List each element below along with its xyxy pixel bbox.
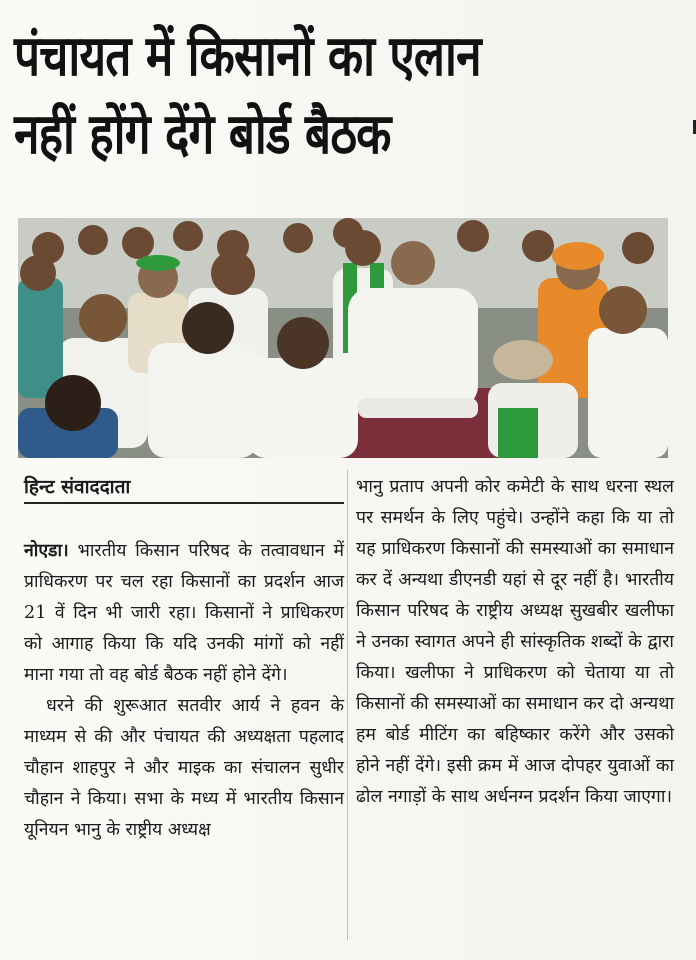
- headline: [14, 18, 563, 174]
- headline-line-1: पंचायत में किसानों का एलान: [14, 24, 481, 89]
- article-column-left: [24, 535, 344, 846]
- paragraph-2: धरने की शुरूआत सतवीर आर्य ने हवन के माध्यम से की और पंचायत की अध्यक्षता पहलाद चौहान शाहपुर ने और माइक का संचालन सुधीर चौहान ने किया। सभा के मध्य में भारतीय किसान यूनियन भानु के राष्ट्रीय अध्यक्ष: [24, 696, 344, 840]
- dateline: नोएडा।: [24, 540, 69, 561]
- news-photo: [18, 218, 668, 458]
- article-column-right: [356, 472, 674, 813]
- column-divider: [347, 470, 348, 940]
- paragraph-1-text: भारतीय किसान परिषद के तत्वावधान में प्राधिकरण पर चल रहा किसानों का प्रदर्शन आज 21 वें दिन भी जारी रहा। किसानों ने प्राधिकरण को आगाह किया कि यदि उनकी मांगों को नहीं माना गया तो वह बोर्ड बैठक नहीं होने देंगे।: [24, 541, 344, 685]
- byline: हिन्ट संवाददाता: [24, 472, 344, 504]
- protest-gathering-photo: [18, 218, 668, 458]
- headline-line-2: नहीं होंगे देंगे बोर्ड बैठक: [14, 102, 391, 167]
- paragraph-1: [24, 535, 344, 691]
- paragraph-3: भानु प्रताप अपनी कोर कमेटी के साथ धरना स्थल पर समर्थन के लिए पहुंचे। उन्होंने कहा कि या तो यह प्राधिकरण किसानों की समस्याओं का समाधान कर दें अन्यथा डीएनडी यहां से दूर नहीं है। भारतीय किसान परिषद के राष्ट्रीय अध्यक्ष सुखबीर खलीफा ने उनका स्वागत अपने ही सांस्कृतिक शब्दों के द्वारा किया। खलीफा ने प्राधिकरण को चेताया या तो किसानों की समस्याओं का समाधान कर दो अन्यथा हम बोर्ड मीटिंग का बहिष्कार करेंगे और उसको होने नहीं देंगे। इसी क्रम में आज दोपहर युवाओं का ढोल नगाड़ों के साथ अर्धनग्न प्रदर्शन किया जाएगा।: [356, 477, 674, 807]
